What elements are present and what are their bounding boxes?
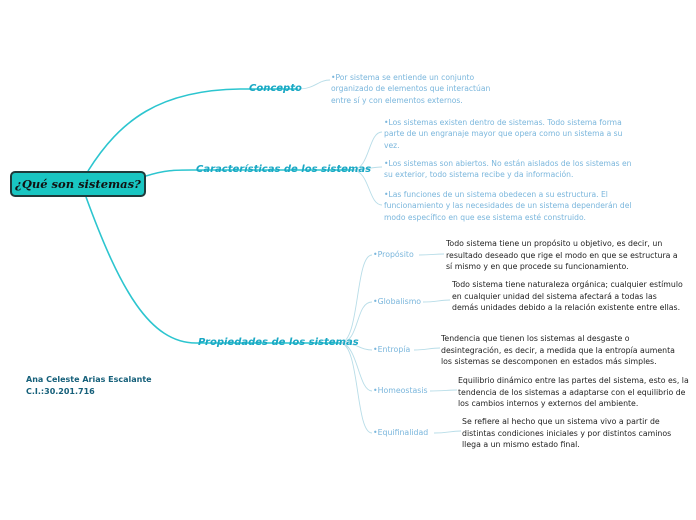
link-leaf-3: [414, 348, 440, 350]
propiedad-proposito[interactable]: •Propósito: [373, 250, 414, 259]
link-concepto-text: [298, 80, 330, 89]
propiedad-homeostasis[interactable]: •Homeostasis: [373, 386, 428, 395]
equifinalidad-text: Se refiere al hecho que un sistema vivo a partir de distintas condiciones iniciales y por distintos caminos llega a un mismo estado final.: [462, 417, 672, 449]
caracteristica-3: •Las funciones de un sistema obedecen a su estructura. El funcionamiento y las necesidades de un sistema dependerán del modo específico en que ese sistema esté construido.: [384, 190, 632, 222]
author-name: Ana Celeste Arias Escalante: [26, 375, 152, 384]
link-prop-1: [340, 255, 372, 343]
propiedad-entropia[interactable]: •Entropía: [373, 345, 411, 354]
propiedad-equifinalidad[interactable]: •Equifinalidad: [373, 428, 429, 437]
link-leaf-4: [430, 390, 457, 391]
concepto-text: •Por sistema se entiende un conjunto organizado de elementos que interactúan entre sí y con elementos externos.: [331, 73, 491, 105]
caracteristica-1: •Los sistemas existen dentro de sistemas. Todo sistema forma parte de un engranaje mayor que opera como un sistema a su vez.: [384, 118, 623, 150]
branch-caracteristicas[interactable]: Características de los sistemas: [196, 164, 372, 175]
root-node[interactable]: [10, 171, 146, 197]
link-leaf-1: [419, 254, 444, 255]
link-carac-3: [352, 170, 382, 205]
link-prop-4: [340, 343, 372, 391]
entropia-text: Tendencia que tienen los sistemas al desgaste o desintegración, es decir, a medida que la entropía aumenta los sistemas se descomponen en estados más simples.: [441, 334, 675, 366]
link-prop-5: [340, 343, 372, 433]
proposito-text: Todo sistema tiene un propósito u objetivo, es decir, un resultado deseado que rige el modo en que se estructura a sí mismo y en que procede su funcionamiento.: [446, 239, 678, 271]
globalismo-text: Todo sistema tiene naturaleza orgánica; cualquier estímulo en cualquier unidad del sistema afectará a todas las demás unidades debido a la relación existente entre ellas.: [452, 280, 683, 312]
root-title: ¿Qué son sistemas?: [15, 177, 141, 191]
author-block: [26, 374, 152, 398]
link-leaf-5: [434, 431, 461, 433]
link-root-concepto: [88, 89, 298, 171]
author-id: C.I.:30.201.716: [26, 387, 95, 396]
branch-concepto[interactable]: Concepto: [249, 83, 302, 94]
homeostasis-text: Equilibrio dinámico entre las partes del sistema, esto es, la tendencia de los sistemas a adaptarse con el equilibrio de los cambios internos y externos del ambiente.: [458, 376, 689, 408]
link-root-propiedades: [86, 197, 340, 343]
link-leaf-2: [423, 300, 450, 302]
propiedad-globalismo[interactable]: •Globalismo: [373, 297, 422, 306]
caracteristica-2: •Los sistemas son abiertos. No están aislados de los sistemas en su exterior, todo sistema recibe y da información.: [384, 159, 632, 180]
branch-propiedades[interactable]: Propiedades de los sistemas: [198, 337, 359, 348]
